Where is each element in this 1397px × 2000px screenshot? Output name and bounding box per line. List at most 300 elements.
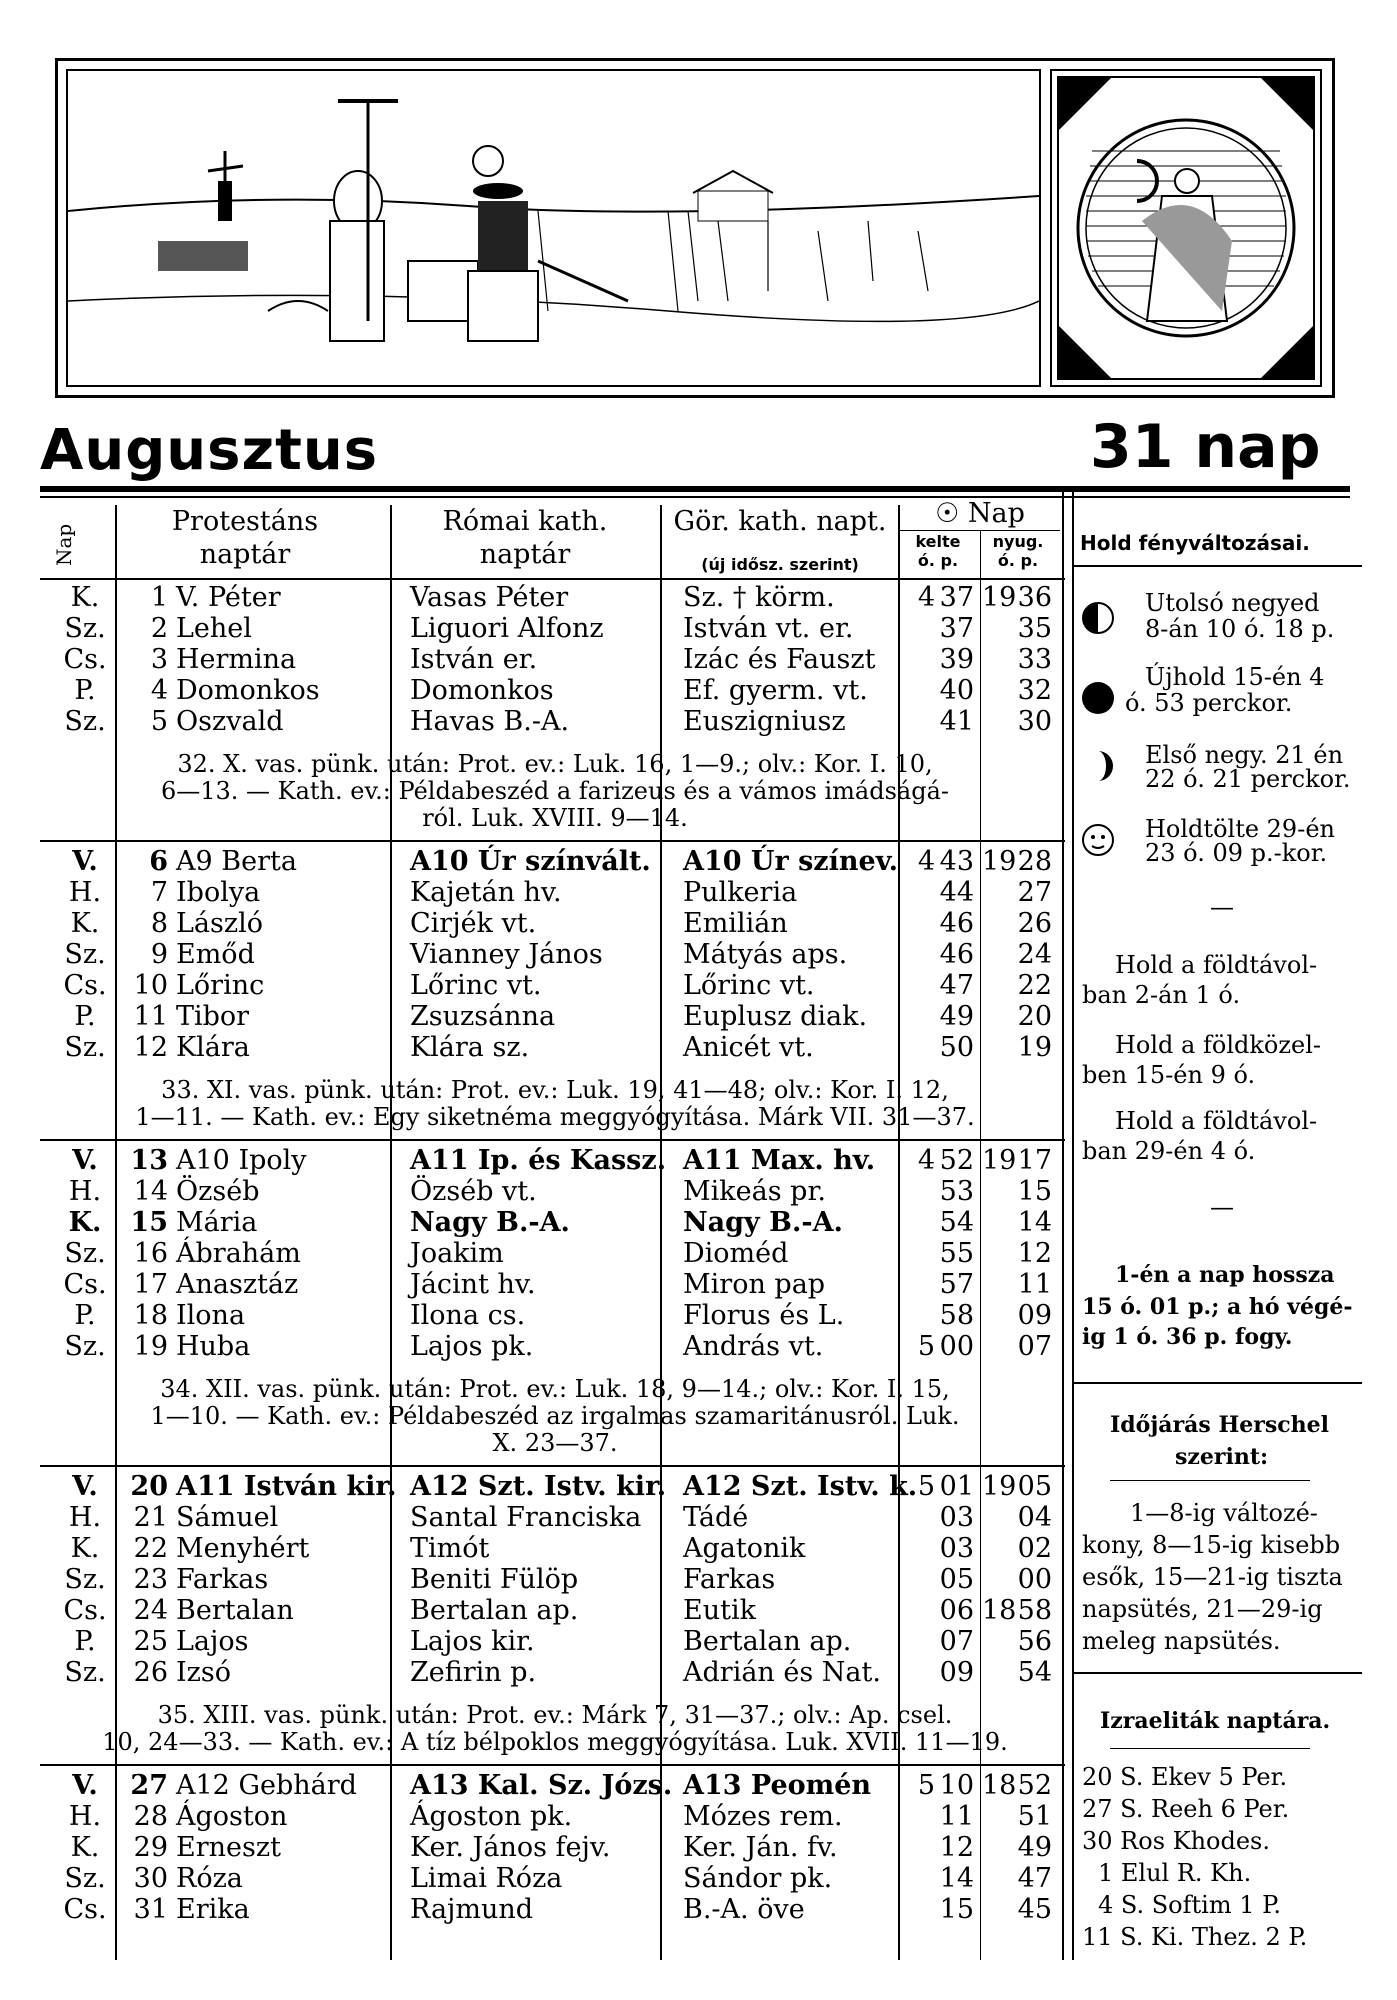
weather-title-1: Időjárás Herschel bbox=[1110, 1412, 1329, 1438]
roman-catholic-name: Limai Róza bbox=[410, 1863, 563, 1894]
day-number: 12 bbox=[133, 1032, 168, 1063]
roman-catholic-name: Santal Franciska bbox=[410, 1502, 642, 1533]
protestant-name: A10 Ipoly bbox=[176, 1145, 307, 1176]
sunrise-minute: 50 bbox=[939, 1032, 974, 1063]
weekday-abbr: V. bbox=[72, 1145, 98, 1176]
weather-line-2: kony, 8—15-ig kisebb bbox=[1082, 1531, 1341, 1559]
moon-phases-title: Hold fényváltozásai. bbox=[1080, 531, 1310, 555]
roman-catholic-name: Lajos pk. bbox=[410, 1331, 534, 1362]
weekday-abbr: P. bbox=[74, 1300, 96, 1331]
sunset-minute: 24 bbox=[1017, 939, 1052, 970]
last-quarter-moon-icon bbox=[1080, 600, 1116, 636]
greek-catholic-name: Adrián és Nat. bbox=[683, 1657, 881, 1688]
weekday-abbr: K. bbox=[70, 1832, 100, 1863]
sunset-minute: 12 bbox=[1017, 1238, 1052, 1269]
day-row bbox=[50, 1894, 1060, 1925]
day-row bbox=[50, 1626, 1060, 1657]
sunrise-minute: 55 bbox=[939, 1238, 974, 1269]
weekday-abbr: H. bbox=[68, 1502, 102, 1533]
israel-line-2: 27 S. Reeh 6 Per. bbox=[1082, 1795, 1290, 1823]
protestant-name: Ibolya bbox=[176, 877, 261, 908]
sunset-minute: 28 bbox=[1017, 846, 1052, 877]
protestant-name: Sámuel bbox=[176, 1502, 279, 1533]
day-number: 24 bbox=[133, 1595, 168, 1626]
sunset-minute: 14 bbox=[1017, 1207, 1052, 1238]
greek-catholic-name: Ker. Ján. fv. bbox=[683, 1832, 838, 1863]
greek-catholic-name: Anicét vt. bbox=[683, 1032, 814, 1063]
sunrise-minute: 37 bbox=[939, 582, 974, 613]
sunrise-minute: 54 bbox=[939, 1207, 974, 1238]
weather-line-1: 1—8-ig változé- bbox=[1130, 1499, 1318, 1527]
sunset-minute: 09 bbox=[1017, 1300, 1052, 1331]
greek-catholic-name: Ef. gyerm. vt. bbox=[683, 675, 868, 706]
day-number: 22 bbox=[133, 1533, 168, 1564]
sunset-minute: 04 bbox=[1017, 1502, 1052, 1533]
day-row bbox=[50, 1832, 1060, 1863]
greek-catholic-name: Lőrinc vt. bbox=[683, 970, 815, 1001]
sunset-minute: 11 bbox=[1017, 1269, 1052, 1300]
greek-catholic-name: Farkas bbox=[683, 1564, 776, 1595]
dash: — bbox=[1210, 1193, 1234, 1221]
sunset-hour: 18 bbox=[982, 1595, 1017, 1626]
weekday-abbr: Sz. bbox=[64, 1331, 106, 1362]
day-row bbox=[50, 582, 1060, 613]
roman-catholic-name: Rajmund bbox=[410, 1894, 534, 1925]
sunrise-hour: 4 bbox=[917, 846, 935, 877]
sunrise-minute: 12 bbox=[939, 1832, 974, 1863]
roman-catholic-name: Liguori Alfonz bbox=[410, 613, 604, 644]
col-header-gor-1: Gör. kath. napt. bbox=[673, 506, 887, 537]
sunrise-minute: 41 bbox=[939, 706, 974, 737]
sunrise-minute: 40 bbox=[939, 675, 974, 706]
day-number: 23 bbox=[133, 1564, 168, 1595]
roman-catholic-name: Zefirin p. bbox=[410, 1657, 537, 1688]
sunrise-minute: 03 bbox=[939, 1502, 974, 1533]
header-bottom-rule bbox=[40, 578, 1065, 580]
day-row bbox=[50, 1502, 1060, 1533]
phase-2-line-1: Újhold 15-én 4 bbox=[1145, 663, 1325, 691]
divider bbox=[1072, 565, 1362, 567]
day-number: 25 bbox=[133, 1626, 168, 1657]
sunrise-minute: 15 bbox=[939, 1894, 974, 1925]
sunset-minute: 52 bbox=[1017, 1770, 1052, 1801]
new-moon-icon bbox=[1080, 680, 1116, 716]
col-rule bbox=[1062, 490, 1064, 1960]
sunset-minute: 51 bbox=[1017, 1801, 1052, 1832]
greek-catholic-name: Miron pap bbox=[683, 1269, 826, 1300]
israel-line-5: 4 S. Softim 1 P. bbox=[1098, 1891, 1282, 1919]
weekday-abbr: H. bbox=[68, 877, 102, 908]
greek-catholic-name: István vt. er. bbox=[683, 613, 854, 644]
weekday-abbr: H. bbox=[68, 1801, 102, 1832]
week-rule bbox=[40, 840, 1065, 842]
protestant-name: A11 István kir. bbox=[176, 1471, 397, 1502]
sunset-minute: 30 bbox=[1017, 706, 1052, 737]
protestant-name: Róza bbox=[176, 1863, 243, 1894]
sunset-minute: 56 bbox=[1017, 1626, 1052, 1657]
roman-catholic-name: A11 Ip. és Kassz. bbox=[410, 1145, 667, 1176]
day-number: 28 bbox=[133, 1801, 168, 1832]
weekday-abbr: H. bbox=[68, 1176, 102, 1207]
roman-catholic-name: Cirjék vt. bbox=[410, 908, 537, 939]
roman-catholic-name: Lőrinc vt. bbox=[410, 970, 542, 1001]
sunset-minute: 22 bbox=[1017, 970, 1052, 1001]
roman-catholic-name: Klára sz. bbox=[410, 1032, 530, 1063]
israel-line-4: 1 Elul R. Kh. bbox=[1098, 1859, 1252, 1887]
roman-catholic-name: A12 Szt. Istv. kir. bbox=[410, 1471, 667, 1502]
day-row bbox=[50, 1801, 1060, 1832]
greek-catholic-name: Agatonik bbox=[683, 1533, 806, 1564]
day-number: 26 bbox=[133, 1657, 168, 1688]
weekday-abbr: P. bbox=[74, 1001, 96, 1032]
day-number: 8 bbox=[150, 908, 168, 939]
sunset-minute: 32 bbox=[1017, 675, 1052, 706]
sunrise-minute: 11 bbox=[939, 1801, 974, 1832]
sunset-hour: 19 bbox=[982, 582, 1017, 613]
day-row bbox=[50, 1331, 1060, 1362]
protestant-name: Ágoston bbox=[176, 1801, 288, 1832]
sunset-minute: 07 bbox=[1017, 1331, 1052, 1362]
roman-catholic-name: Beniti Fülöp bbox=[410, 1564, 579, 1595]
sunrise-hour: 4 bbox=[917, 582, 935, 613]
gospel-note: 6—13. — Kath. ev.: Példabeszéd a farizeus és a vámos imádságá- bbox=[160, 777, 950, 805]
greek-catholic-name: A10 Úr színev. bbox=[683, 846, 899, 877]
day-row bbox=[50, 1770, 1060, 1801]
day-number: 27 bbox=[130, 1770, 168, 1801]
protestant-name: Mária bbox=[176, 1207, 258, 1238]
roman-catholic-name: Domonkos bbox=[410, 675, 554, 706]
day-length-line-2: 15 ó. 01 p.; a hó végé- bbox=[1082, 1294, 1353, 1320]
day-row bbox=[50, 644, 1060, 675]
weekday-abbr: Sz. bbox=[64, 1032, 106, 1063]
roman-catholic-name: István er. bbox=[410, 644, 538, 675]
roman-catholic-name: Ker. János fejv. bbox=[410, 1832, 611, 1863]
protestant-name: Tibor bbox=[176, 1001, 250, 1032]
day-number: 30 bbox=[133, 1863, 168, 1894]
greek-catholic-name: Mikeás pr. bbox=[683, 1176, 826, 1207]
roman-catholic-name: Lajos kir. bbox=[410, 1626, 535, 1657]
protestant-name: Ilona bbox=[176, 1300, 246, 1331]
dist-2-line-1: Hold a földközel- bbox=[1115, 1031, 1321, 1059]
gospel-note: 1—11. — Kath. ev.: Egy siketnéma meggyógyítása. Márk VII. 31—37. bbox=[135, 1103, 975, 1131]
sunrise-minute: 07 bbox=[939, 1626, 974, 1657]
weekday-abbr: Cs. bbox=[63, 1595, 107, 1626]
week-rule bbox=[40, 1139, 1065, 1141]
roman-catholic-name: Havas B.-A. bbox=[410, 706, 570, 737]
day-row bbox=[50, 1471, 1060, 1502]
weekday-abbr: P. bbox=[74, 1626, 96, 1657]
sunrise-minute: 03 bbox=[939, 1533, 974, 1564]
dist-1-line-2: ban 2-án 1 ó. bbox=[1082, 981, 1241, 1009]
day-row bbox=[50, 1238, 1060, 1269]
sunrise-minute: 37 bbox=[939, 613, 974, 644]
day-row bbox=[50, 1300, 1060, 1331]
sunrise-minute: 06 bbox=[939, 1595, 974, 1626]
sunrise-minute: 39 bbox=[939, 644, 974, 675]
day-number: 4 bbox=[150, 675, 168, 706]
protestant-name: Lajos bbox=[176, 1626, 249, 1657]
greek-catholic-name: Dioméd bbox=[683, 1238, 789, 1269]
day-number: 14 bbox=[133, 1176, 168, 1207]
protestant-name: Emőd bbox=[176, 939, 255, 970]
divider bbox=[1072, 1672, 1362, 1674]
weekday-abbr: K. bbox=[68, 1207, 102, 1238]
day-row bbox=[50, 1863, 1060, 1894]
harvest-scene bbox=[66, 69, 1041, 387]
day-row bbox=[50, 1001, 1060, 1032]
greek-catholic-name: Euszigniusz bbox=[683, 706, 846, 737]
sunrise-minute: 57 bbox=[939, 1269, 974, 1300]
sunset-minute: 27 bbox=[1017, 877, 1052, 908]
protestant-name: Huba bbox=[176, 1331, 251, 1362]
sunrise-minute: 01 bbox=[939, 1471, 974, 1502]
weekday-abbr: Cs. bbox=[63, 1269, 107, 1300]
full-moon-icon bbox=[1080, 822, 1116, 858]
day-row bbox=[50, 1657, 1060, 1688]
sunset-minute: 36 bbox=[1017, 582, 1052, 613]
day-number: 13 bbox=[130, 1145, 168, 1176]
sunrise-minute: 58 bbox=[939, 1300, 974, 1331]
day-number: 9 bbox=[150, 939, 168, 970]
day-row bbox=[50, 939, 1060, 970]
day-number: 15 bbox=[130, 1207, 168, 1238]
day-number: 10 bbox=[133, 970, 168, 1001]
weekday-abbr: V. bbox=[72, 1471, 98, 1502]
weekday-abbr: Sz. bbox=[64, 1238, 106, 1269]
col-rule bbox=[1072, 490, 1074, 1960]
weekday-abbr: V. bbox=[72, 1770, 98, 1801]
phase-3-line-1: Első negy. 21 én bbox=[1145, 741, 1344, 769]
gospel-note: 33. XI. vas. pünk. után: Prot. ev.: Luk. 19, 41—48; olv.: Kor. I. 12, bbox=[161, 1076, 949, 1104]
divider bbox=[1110, 1480, 1310, 1481]
day-number: 20 bbox=[130, 1471, 168, 1502]
protestant-name: Anasztáz bbox=[176, 1269, 299, 1300]
col-header-sun: ☉ Nap bbox=[935, 498, 1025, 529]
day-number: 5 bbox=[150, 706, 168, 737]
roman-catholic-name: Jácint hv. bbox=[410, 1269, 536, 1300]
protestant-name: A12 Gebhárd bbox=[176, 1770, 357, 1801]
sunrise-hour: 5 bbox=[917, 1331, 935, 1362]
col-header-rom-2: naptár bbox=[479, 539, 571, 570]
sunrise-minute: 46 bbox=[939, 939, 974, 970]
col-header-nyug: nyug. bbox=[992, 532, 1044, 551]
weather-line-5: meleg napsütés. bbox=[1082, 1627, 1281, 1655]
harvest-scene-drawing bbox=[68, 71, 1039, 385]
sunrise-minute: 05 bbox=[939, 1564, 974, 1595]
weekday-abbr: Sz. bbox=[64, 1863, 106, 1894]
col-header-op-1: ó. p. bbox=[917, 551, 959, 570]
greek-catholic-name: A11 Max. hv. bbox=[683, 1145, 876, 1176]
weekday-abbr: Cs. bbox=[63, 1894, 107, 1925]
day-number: 21 bbox=[133, 1502, 168, 1533]
dist-3-line-1: Hold a földtávol- bbox=[1115, 1107, 1318, 1135]
sunrise-minute: 52 bbox=[939, 1145, 974, 1176]
weekday-abbr: K. bbox=[70, 582, 100, 613]
weekday-abbr: Sz. bbox=[64, 706, 106, 737]
protestant-name: Erneszt bbox=[176, 1832, 281, 1863]
greek-catholic-name: András vt. bbox=[683, 1331, 824, 1362]
protestant-name: László bbox=[176, 908, 263, 939]
sunset-minute: 33 bbox=[1017, 644, 1052, 675]
dash: — bbox=[1210, 893, 1234, 921]
greek-catholic-name: Mózes rem. bbox=[683, 1801, 843, 1832]
sunset-minute: 26 bbox=[1017, 908, 1052, 939]
day-row bbox=[50, 1207, 1060, 1238]
weekday-abbr: K. bbox=[70, 1533, 100, 1564]
weekday-abbr: Sz. bbox=[64, 1657, 106, 1688]
protestant-name: Erika bbox=[176, 1894, 250, 1925]
day-row bbox=[50, 706, 1060, 737]
day-row bbox=[50, 877, 1060, 908]
gospel-note: 10, 24—33. — Kath. ev.: A tíz bélpoklos meggyógyítása. Luk. XVII. 11—19. bbox=[102, 1728, 1008, 1756]
day-row bbox=[50, 1269, 1060, 1300]
sunset-minute: 17 bbox=[1017, 1145, 1052, 1176]
sunrise-minute: 43 bbox=[939, 846, 974, 877]
roman-catholic-name: Özséb vt. bbox=[410, 1176, 537, 1207]
col-header-op-2: ó. p. bbox=[997, 551, 1039, 570]
sunset-minute: 20 bbox=[1017, 1001, 1052, 1032]
sunrise-minute: 09 bbox=[939, 1657, 974, 1688]
greek-catholic-name: Euplusz diak. bbox=[683, 1001, 868, 1032]
protestant-name: Izsó bbox=[176, 1657, 232, 1688]
sunset-hour: 19 bbox=[982, 1471, 1017, 1502]
greek-catholic-name: Mátyás aps. bbox=[683, 939, 848, 970]
month-title: Augusztus bbox=[40, 418, 379, 483]
phase-2-line-2: ó. 53 perckor. bbox=[1125, 689, 1293, 717]
first-quarter-moon-icon bbox=[1080, 748, 1116, 784]
roman-catholic-name: A13 Kal. Sz. Józs. bbox=[410, 1770, 673, 1801]
divider bbox=[1110, 1748, 1310, 1749]
phase-1-line-1: Utolsó negyed bbox=[1145, 589, 1320, 617]
protestant-name: V. Péter bbox=[176, 582, 281, 613]
roman-catholic-name: Nagy B.-A. bbox=[410, 1207, 570, 1238]
roman-catholic-name: Joakim bbox=[410, 1238, 504, 1269]
sunrise-hour: 5 bbox=[917, 1770, 935, 1801]
day-row bbox=[50, 1564, 1060, 1595]
protestant-name: Menyhért bbox=[176, 1533, 310, 1564]
col-header-prot-2: naptár bbox=[199, 539, 291, 570]
greek-catholic-name: B.-A. öve bbox=[683, 1894, 805, 1925]
phase-4-line-2: 23 ó. 09 p.-kor. bbox=[1145, 839, 1328, 867]
day-number: 16 bbox=[133, 1238, 168, 1269]
day-row bbox=[50, 1145, 1060, 1176]
weekday-abbr: Sz. bbox=[64, 613, 106, 644]
day-number: 2 bbox=[150, 613, 168, 644]
greek-catholic-name: Izác és Fauszt bbox=[683, 644, 876, 675]
weekday-abbr: K. bbox=[70, 908, 100, 939]
weekday-abbr: Cs. bbox=[63, 970, 107, 1001]
day-row bbox=[50, 846, 1060, 877]
roman-catholic-name: Vianney János bbox=[410, 939, 603, 970]
greek-catholic-name: Sz. † körm. bbox=[683, 582, 835, 613]
protestant-name: Klára bbox=[176, 1032, 250, 1063]
sunset-minute: 47 bbox=[1017, 1863, 1052, 1894]
gospel-note: 34. XII. vas. pünk. után: Prot. ev.: Luk. 18, 9—14.; olv.: Kor. I. 15, bbox=[160, 1375, 950, 1403]
day-row bbox=[50, 675, 1060, 706]
day-number: 31 bbox=[133, 1894, 168, 1925]
sunset-minute: 49 bbox=[1017, 1832, 1052, 1863]
day-number: 17 bbox=[133, 1269, 168, 1300]
sunrise-minute: 44 bbox=[939, 877, 974, 908]
dist-3-line-2: ban 29-én 4 ó. bbox=[1082, 1137, 1256, 1165]
sunrise-minute: 00 bbox=[939, 1331, 974, 1362]
day-number: 11 bbox=[133, 1001, 168, 1032]
sunset-minute: 45 bbox=[1017, 1894, 1052, 1925]
day-number: 29 bbox=[133, 1832, 168, 1863]
sunrise-hour: 5 bbox=[917, 1471, 935, 1502]
weekday-abbr: P. bbox=[74, 675, 96, 706]
roman-catholic-name: Ágoston pk. bbox=[410, 1801, 573, 1832]
day-row bbox=[50, 970, 1060, 1001]
col-header-gor-2: (új idősz. szerint) bbox=[701, 555, 859, 574]
sunrise-minute: 14 bbox=[939, 1863, 974, 1894]
weekday-abbr: Sz. bbox=[64, 939, 106, 970]
week-rule bbox=[40, 1764, 1065, 1766]
protestant-name: Domonkos bbox=[176, 675, 320, 706]
greek-catholic-name: Bertalan ap. bbox=[683, 1626, 852, 1657]
greek-catholic-name: A13 Peomén bbox=[683, 1770, 872, 1801]
sunset-hour: 19 bbox=[982, 846, 1017, 877]
day-row bbox=[50, 1032, 1060, 1063]
sunset-minute: 05 bbox=[1017, 1471, 1052, 1502]
weekday-abbr: Cs. bbox=[63, 644, 107, 675]
day-length-line-1: 1-én a nap hossza bbox=[1115, 1262, 1335, 1288]
day-number: 3 bbox=[150, 644, 168, 675]
dist-1-line-1: Hold a földtávol- bbox=[1115, 951, 1318, 979]
day-number: 19 bbox=[133, 1331, 168, 1362]
protestant-name: Bertalan bbox=[176, 1595, 294, 1626]
sunset-hour: 19 bbox=[982, 1145, 1017, 1176]
sunset-minute: 00 bbox=[1017, 1564, 1052, 1595]
sunrise-minute: 49 bbox=[939, 1001, 974, 1032]
israel-calendar-title: Izraeliták naptára. bbox=[1100, 1708, 1331, 1734]
day-length-line-3: ig 1 ó. 36 p. fogy. bbox=[1082, 1324, 1293, 1350]
phase-1-line-2: 8-án 10 ó. 18 p. bbox=[1145, 615, 1335, 643]
day-number: 7 bbox=[150, 877, 168, 908]
roman-catholic-name: Zsuzsánna bbox=[410, 1001, 556, 1032]
greek-catholic-name: Sándor pk. bbox=[683, 1863, 833, 1894]
gospel-note: ról. Luk. XVIII. 9—14. bbox=[422, 804, 688, 832]
greek-catholic-name: Eutik bbox=[683, 1595, 756, 1626]
greek-catholic-name: Florus és L. bbox=[683, 1300, 845, 1331]
gospel-note: 35. XIII. vas. pünk. után: Prot. ev.: Márk 7, 31—37.; olv.: Ap. csel. bbox=[157, 1701, 953, 1729]
day-row bbox=[50, 1176, 1060, 1207]
col-header-prot-1: Protestáns bbox=[171, 506, 319, 537]
israel-line-1: 20 S. Ekev 5 Per. bbox=[1082, 1763, 1288, 1791]
col-header-kelte: kelte bbox=[915, 532, 961, 551]
day-number: 18 bbox=[133, 1300, 168, 1331]
roman-catholic-name: Vasas Péter bbox=[410, 582, 569, 613]
weekday-abbr: V. bbox=[72, 846, 98, 877]
sidebar bbox=[1080, 0, 1360, 2000]
dist-2-line-2: ben 15-én 9 ó. bbox=[1082, 1061, 1256, 1089]
gospel-note: 1—10. — Kath. ev.: Példabeszéd az irgalmas szamaritánusról. Luk. bbox=[150, 1402, 960, 1430]
gospel-note: X. 23—37. bbox=[492, 1429, 618, 1457]
sunset-hour: 18 bbox=[982, 1770, 1017, 1801]
protestant-name: Farkas bbox=[176, 1564, 269, 1595]
phase-3-line-2: 22 ó. 21 perckor. bbox=[1145, 765, 1351, 793]
sunrise-minute: 10 bbox=[939, 1770, 974, 1801]
col-header-nap: Nap bbox=[52, 523, 76, 567]
protestant-name: A9 Berta bbox=[176, 846, 297, 877]
weekday-abbr: Sz. bbox=[64, 1564, 106, 1595]
days-count: 31 nap bbox=[1090, 412, 1321, 482]
roman-catholic-name: Kajetán hv. bbox=[410, 877, 562, 908]
weather-line-3: esők, 15—21-ig tiszta bbox=[1082, 1563, 1343, 1591]
protestant-name: Lőrinc bbox=[176, 970, 265, 1001]
col-header-rom-1: Római kath. bbox=[442, 506, 608, 537]
day-row bbox=[50, 613, 1060, 644]
